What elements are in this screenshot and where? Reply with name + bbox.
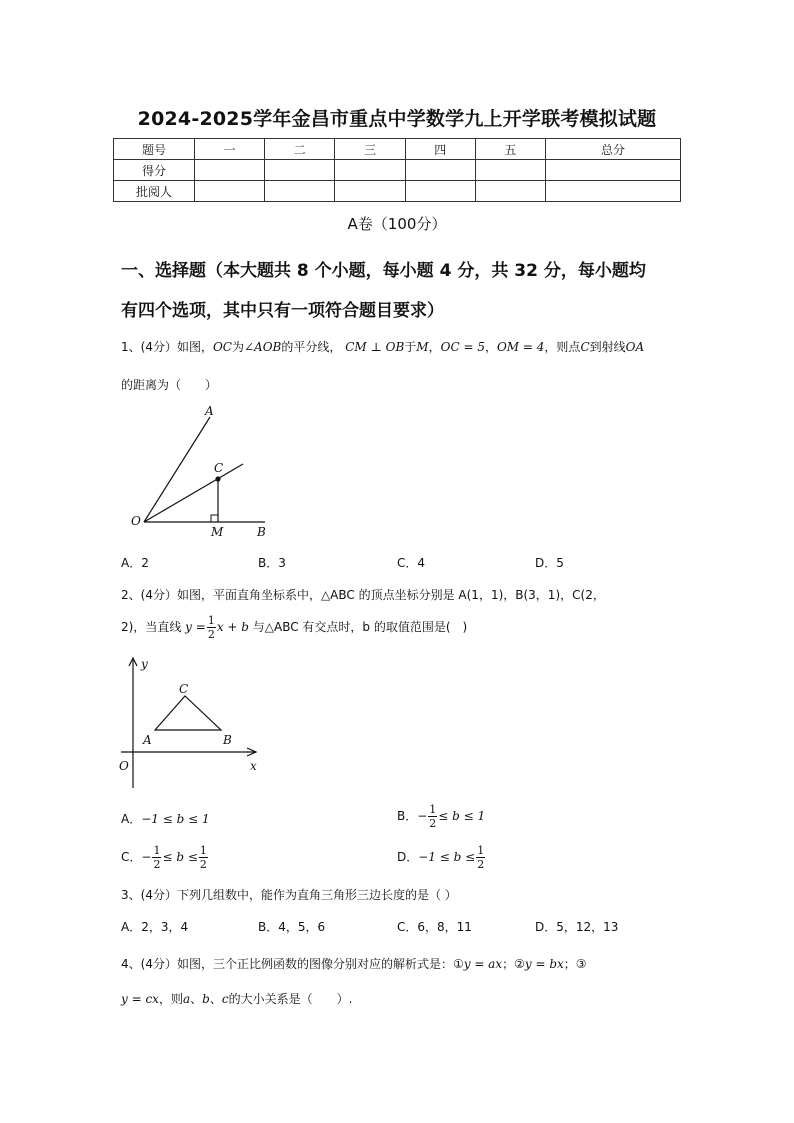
q2-fraction xyxy=(199,844,208,871)
q2-math: x + b xyxy=(216,620,249,634)
label-C: C xyxy=(214,461,224,475)
option-expression: ≤ b ≤ xyxy=(162,850,198,864)
q2-fraction xyxy=(152,844,161,871)
fraction-numerator: 1 xyxy=(477,844,485,857)
score-entry-cell xyxy=(546,181,681,202)
table-cell: 二 xyxy=(265,139,335,160)
table-cell: 题号 xyxy=(114,139,195,160)
label-O: O xyxy=(131,514,141,528)
q1-math: OC xyxy=(212,340,232,354)
q1-text: ，则点 xyxy=(544,340,581,354)
fraction-denominator: 2 xyxy=(429,817,437,830)
q2-math: y = xyxy=(185,620,206,634)
q1-text: 1、(4分）如图， xyxy=(121,340,213,354)
fraction-denominator: 2 xyxy=(153,858,161,871)
table-cell: 四 xyxy=(405,139,475,160)
q3-option-d[interactable]: D．5，12，13 xyxy=(535,920,619,934)
q2-option-a[interactable] xyxy=(121,810,210,827)
fraction-numerator: 1 xyxy=(429,803,437,816)
question-4-stem-line2 xyxy=(121,990,352,1007)
q4-math: y = cx xyxy=(121,992,159,1006)
score-entry-cell xyxy=(546,160,681,181)
question-1-stem-line2: 的距离为（ ） xyxy=(121,378,218,392)
q1-math: OC = 5 xyxy=(440,340,485,354)
score-entry-cell xyxy=(335,160,405,181)
score-entry-cell xyxy=(265,181,335,202)
q1-math: OM = 4 xyxy=(496,340,545,354)
label-B: B xyxy=(257,525,266,539)
q2-fraction xyxy=(207,614,216,641)
q1-option-d[interactable]: D．5 xyxy=(535,556,564,570)
table-row xyxy=(114,139,681,160)
q1-text: ， xyxy=(428,340,441,354)
score-entry-cell xyxy=(405,160,475,181)
label-M: M xyxy=(211,525,224,539)
table-cell: 三 xyxy=(335,139,405,160)
fraction-numerator: 1 xyxy=(199,844,207,857)
q1-angle-figure xyxy=(125,400,275,540)
q4-text: 、 xyxy=(209,992,222,1006)
q4-text: 、 xyxy=(190,992,203,1006)
part1-heading-line2: 有四个选项，其中只有一项符合题目要求） xyxy=(121,301,444,321)
fraction-denominator: 2 xyxy=(199,858,207,871)
q3-option-a[interactable]: A．2，3，4 xyxy=(121,920,189,934)
q2-fraction xyxy=(428,803,437,830)
option-letter: D． xyxy=(397,850,419,864)
score-entry-cell xyxy=(195,160,265,181)
q4-text: ；② xyxy=(502,957,525,971)
table-row xyxy=(114,181,681,202)
fraction-numerator: 1 xyxy=(207,614,215,627)
score-entry-cell xyxy=(475,181,545,202)
part1-heading-line1: 一、选择题（本大题共 8 个小题，每小题 4 分，共 32 分，每小题均 xyxy=(121,261,646,281)
q1-text: 于 xyxy=(404,340,417,354)
q2-fraction xyxy=(476,844,485,871)
question-4-stem xyxy=(121,955,587,972)
q1-option-c[interactable]: C．4 xyxy=(397,556,426,570)
option-expression: ≤ b ≤ 1 xyxy=(438,809,486,823)
table-cell: 一 xyxy=(195,139,265,160)
option-letter: C． xyxy=(121,850,142,864)
q1-text: 到射线 xyxy=(589,340,626,354)
label-B: B xyxy=(223,733,232,747)
q2-option-d[interactable] xyxy=(397,844,486,871)
option-expression: − xyxy=(141,850,152,864)
question-1-stem xyxy=(121,338,644,355)
question-2-stem: 2、(4分）如图，平面直角坐标系中，△ABC 的顶点坐标分别是 A(1，1)，B(3，1)，C(2， xyxy=(121,588,605,602)
fraction-denominator: 2 xyxy=(207,628,215,641)
table-row xyxy=(114,160,681,181)
score-entry-cell xyxy=(195,181,265,202)
q2-text: 2)，当直线 xyxy=(121,620,182,634)
table-cell: 得分 xyxy=(114,160,195,181)
option-expression: −1 ≤ b ≤ 1 xyxy=(141,812,210,826)
score-table xyxy=(113,138,681,202)
q1-math: CM ⊥ OB xyxy=(345,340,405,354)
q4-text: ，则 xyxy=(158,992,183,1006)
q1-option-b[interactable]: B．3 xyxy=(258,556,286,570)
score-entry-cell xyxy=(405,181,475,202)
page-title: 2024-2025学年金昌市重点中学数学九上开学联考模拟试题 xyxy=(137,108,657,130)
q3-option-c[interactable]: C．6，8，11 xyxy=(397,920,472,934)
table-cell: 总分 xyxy=(546,139,681,160)
fraction-denominator: 2 xyxy=(477,858,485,871)
q3-option-b[interactable]: B．4，5，6 xyxy=(258,920,326,934)
q4-text: 4、(4分）如图，三个正比例函数的图像分别对应的解析式是：① xyxy=(121,957,464,971)
option-expression: −1 ≤ b ≤ xyxy=(418,850,476,864)
option-letter: B． xyxy=(397,809,418,823)
option-letter: A． xyxy=(121,812,142,826)
q4-math: y = bx xyxy=(524,957,564,971)
q4-math: c xyxy=(221,992,229,1006)
table-cell: 批阅人 xyxy=(114,181,195,202)
q4-text: ；③ xyxy=(563,957,587,971)
label-O: O xyxy=(119,759,129,773)
q2-coordinate-figure xyxy=(113,652,268,792)
question-2-stem-line2 xyxy=(121,614,467,641)
q1-math: ∠AOB xyxy=(244,340,282,354)
score-entry-cell xyxy=(335,181,405,202)
q2-option-b[interactable] xyxy=(397,803,485,830)
label-x: x xyxy=(250,759,257,773)
q1-text: ， xyxy=(484,340,497,354)
score-entry-cell xyxy=(265,160,335,181)
q4-math: b xyxy=(202,992,210,1006)
q1-math: OA xyxy=(625,340,645,354)
q1-math: M xyxy=(416,340,429,354)
q1-text: 为 xyxy=(231,340,244,354)
section-a-heading: A卷（100分） xyxy=(347,215,447,233)
label-A: A xyxy=(205,404,214,418)
label-y: y xyxy=(141,657,148,671)
q4-math: a xyxy=(182,992,191,1006)
q1-text: 的平分线， xyxy=(281,340,342,354)
q4-text: 的大小关系是（ ）. xyxy=(228,992,353,1006)
table-cell: 五 xyxy=(475,139,545,160)
label-A: A xyxy=(143,733,152,747)
q2-text: 与△ABC 有交点时，b 的取值范围是( ) xyxy=(252,620,468,634)
fraction-numerator: 1 xyxy=(153,844,161,857)
score-entry-cell xyxy=(475,160,545,181)
question-3-stem: 3、(4分）下列几组数中，能作为直角三角形三边长度的是（ ） xyxy=(121,888,457,902)
q4-math: y = ax xyxy=(463,957,503,971)
label-C: C xyxy=(179,682,189,696)
option-expression: − xyxy=(417,809,428,823)
q2-option-c[interactable] xyxy=(121,844,209,871)
q1-option-a[interactable]: A．2 xyxy=(121,556,149,570)
q1-math: C xyxy=(580,340,590,354)
